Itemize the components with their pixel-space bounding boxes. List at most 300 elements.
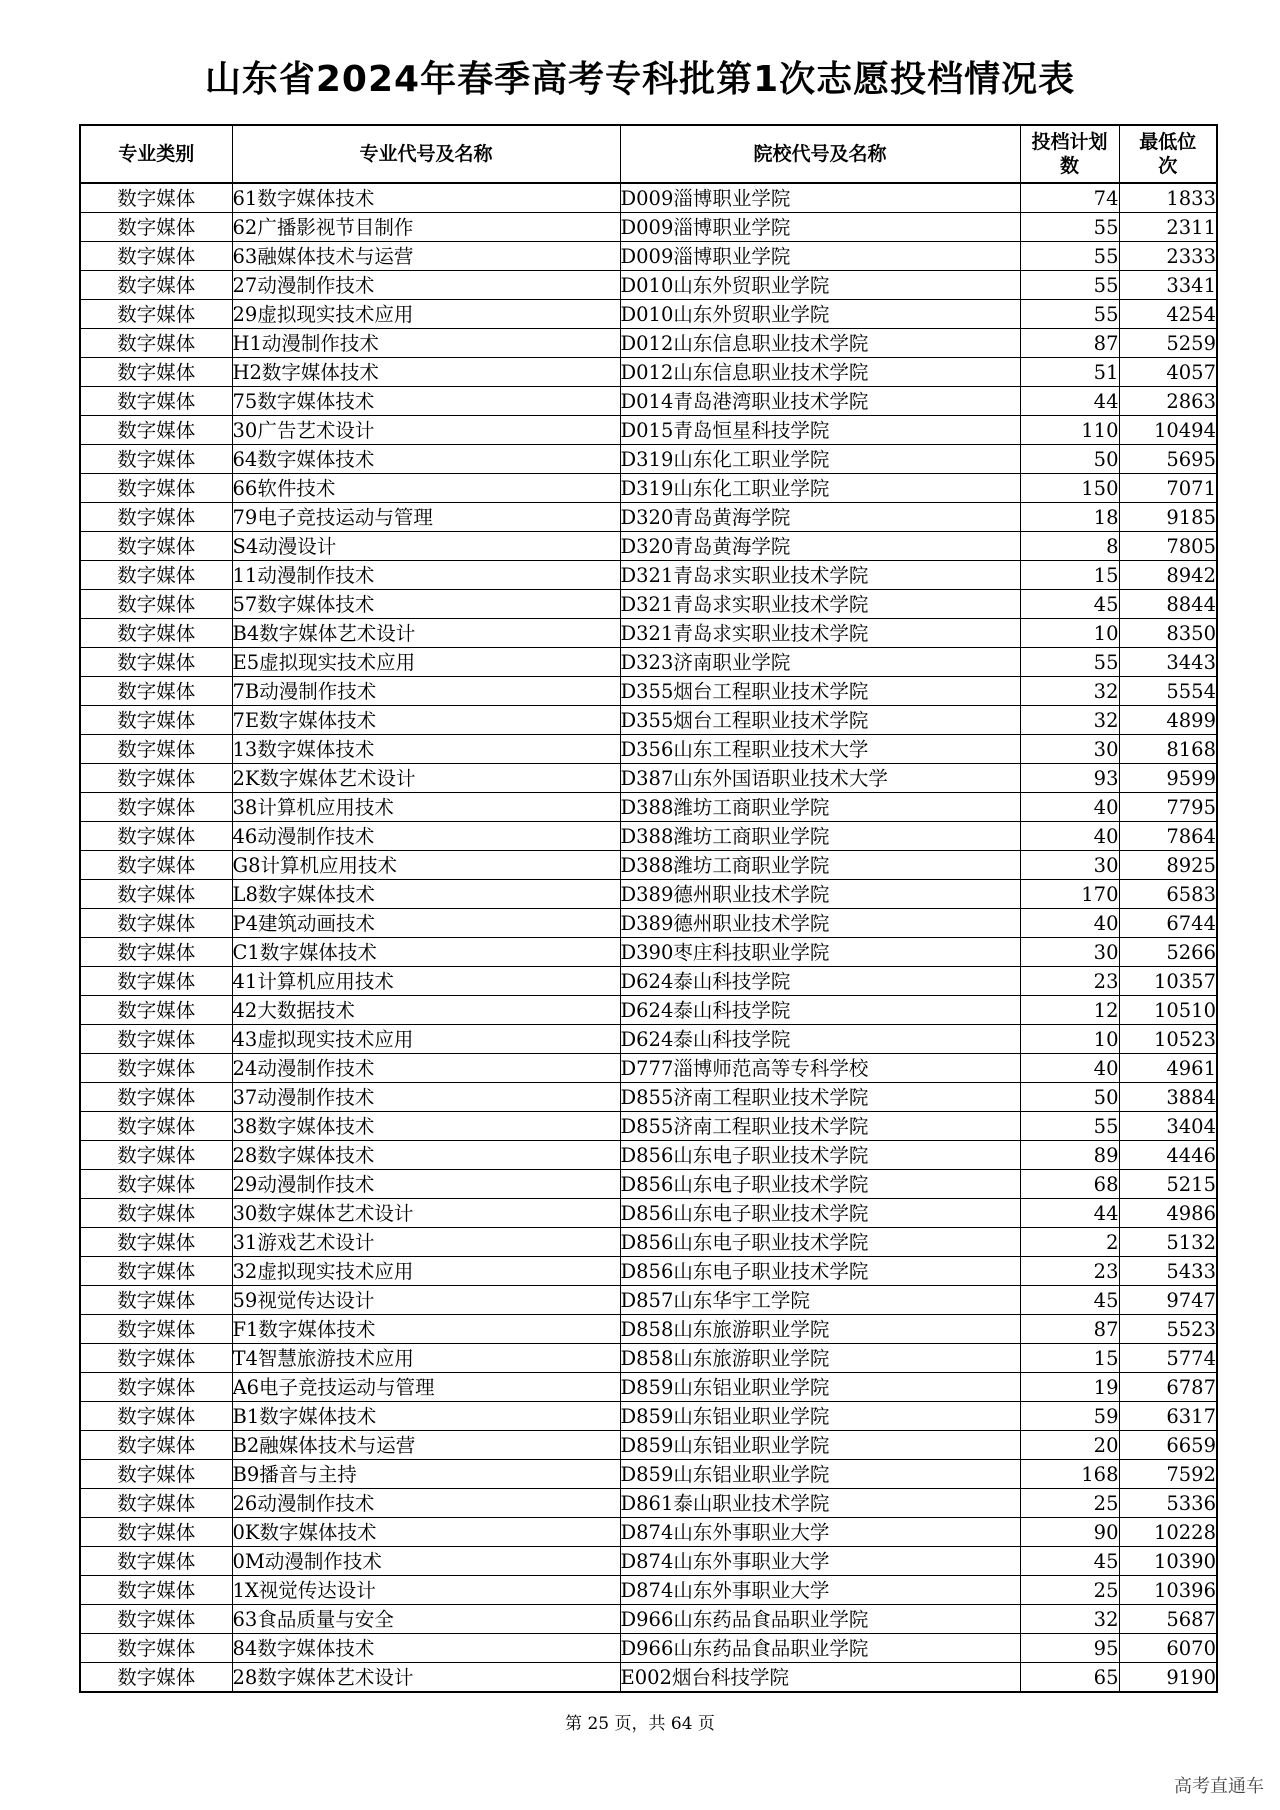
cell-school: D387山东外国语职业技术大学 — [620, 764, 1020, 793]
cell-major: B2融媒体技术与运营 — [232, 1431, 620, 1460]
cell-min-rank: 6317 — [1119, 1402, 1217, 1431]
table-row — [80, 1025, 1217, 1054]
cell-school: D855济南工程职业技术学院 — [620, 1083, 1020, 1112]
cell-min-rank: 5687 — [1119, 1605, 1217, 1634]
cell-major: F1数字媒体技术 — [232, 1315, 620, 1344]
table-row — [80, 445, 1217, 474]
cell-min-rank: 1833 — [1119, 183, 1217, 213]
cell-major: 63融媒体技术与运营 — [232, 242, 620, 271]
cell-major: H2数字媒体技术 — [232, 358, 620, 387]
cell-school: D966山东药品食品职业学院 — [620, 1605, 1020, 1634]
table-row — [80, 1141, 1217, 1170]
cell-major: 62广播影视节目制作 — [232, 213, 620, 242]
cell-category: 数字媒体 — [80, 648, 232, 677]
cell-min-rank: 7592 — [1119, 1460, 1217, 1489]
cell-category: 数字媒体 — [80, 1286, 232, 1315]
cell-category: 数字媒体 — [80, 1025, 232, 1054]
cell-plan-count: 45 — [1020, 1286, 1119, 1315]
cell-major: 59视觉传达设计 — [232, 1286, 620, 1315]
cell-major: 27动漫制作技术 — [232, 271, 620, 300]
cell-plan-count: 55 — [1020, 648, 1119, 677]
cell-school: D012山东信息职业技术学院 — [620, 329, 1020, 358]
cell-plan-count: 55 — [1020, 1112, 1119, 1141]
cell-major: 61数字媒体技术 — [232, 183, 620, 213]
cell-category: 数字媒体 — [80, 1634, 232, 1663]
table-row — [80, 967, 1217, 996]
cell-plan-count: 30 — [1020, 938, 1119, 967]
cell-category: 数字媒体 — [80, 996, 232, 1025]
cell-school: D856山东电子职业技术学院 — [620, 1170, 1020, 1199]
cell-category: 数字媒体 — [80, 445, 232, 474]
cell-min-rank: 10228 — [1119, 1518, 1217, 1547]
table-row — [80, 213, 1217, 242]
cell-plan-count: 89 — [1020, 1141, 1119, 1170]
cell-school: D009淄博职业学院 — [620, 242, 1020, 271]
cell-major: L8数字媒体技术 — [232, 880, 620, 909]
cell-category: 数字媒体 — [80, 271, 232, 300]
cell-category: 数字媒体 — [80, 474, 232, 503]
cell-school: D009淄博职业学院 — [620, 213, 1020, 242]
cell-major: 30数字媒体艺术设计 — [232, 1199, 620, 1228]
cell-plan-count: 168 — [1020, 1460, 1119, 1489]
cell-major: 7E数字媒体技术 — [232, 706, 620, 735]
table-row — [80, 1605, 1217, 1634]
cell-min-rank: 5695 — [1119, 445, 1217, 474]
cell-school: D323济南职业学院 — [620, 648, 1020, 677]
table-row — [80, 822, 1217, 851]
cell-category: 数字媒体 — [80, 1141, 232, 1170]
cell-category: 数字媒体 — [80, 242, 232, 271]
cell-min-rank: 2863 — [1119, 387, 1217, 416]
cell-school: D355烟台工程职业技术学院 — [620, 706, 1020, 735]
cell-plan-count: 55 — [1020, 271, 1119, 300]
cell-school: D856山东电子职业技术学院 — [620, 1199, 1020, 1228]
cell-plan-count: 2 — [1020, 1228, 1119, 1257]
cell-min-rank: 6583 — [1119, 880, 1217, 909]
cell-min-rank: 4961 — [1119, 1054, 1217, 1083]
cell-school: D858山东旅游职业学院 — [620, 1344, 1020, 1373]
cell-category: 数字媒体 — [80, 213, 232, 242]
cell-major: B9播音与主持 — [232, 1460, 620, 1489]
cell-plan-count: 25 — [1020, 1489, 1119, 1518]
table-row — [80, 996, 1217, 1025]
cell-category: 数字媒体 — [80, 735, 232, 764]
cell-category: 数字媒体 — [80, 387, 232, 416]
table-row — [80, 242, 1217, 271]
table-row — [80, 1170, 1217, 1199]
cell-major: 46动漫制作技术 — [232, 822, 620, 851]
table-row — [80, 938, 1217, 967]
table-row — [80, 851, 1217, 880]
cell-major: 0K数字媒体技术 — [232, 1518, 620, 1547]
cell-plan-count: 12 — [1020, 996, 1119, 1025]
cell-major: C1数字媒体技术 — [232, 938, 620, 967]
cell-school: D015青岛恒星科技学院 — [620, 416, 1020, 445]
cell-school: D624泰山科技学院 — [620, 996, 1020, 1025]
cell-school: D390枣庄科技职业学院 — [620, 938, 1020, 967]
cell-category: 数字媒体 — [80, 851, 232, 880]
cell-school: D857山东华宇工学院 — [620, 1286, 1020, 1315]
header-min-rank: 最低位次 — [1119, 125, 1217, 183]
table-body — [80, 183, 1217, 1692]
table-row — [80, 1547, 1217, 1576]
cell-school: D012山东信息职业技术学院 — [620, 358, 1020, 387]
cell-plan-count: 10 — [1020, 1025, 1119, 1054]
cell-plan-count: 51 — [1020, 358, 1119, 387]
cell-category: 数字媒体 — [80, 909, 232, 938]
cell-major: 41计算机应用技术 — [232, 967, 620, 996]
cell-school: D856山东电子职业技术学院 — [620, 1141, 1020, 1170]
cell-min-rank: 3443 — [1119, 648, 1217, 677]
table-row — [80, 619, 1217, 648]
cell-major: G8计算机应用技术 — [232, 851, 620, 880]
cell-major: 29虚拟现实技术应用 — [232, 300, 620, 329]
cell-major: 1X视觉传达设计 — [232, 1576, 620, 1605]
cell-major: T4智慧旅游技术应用 — [232, 1344, 620, 1373]
cell-school: D858山东旅游职业学院 — [620, 1315, 1020, 1344]
cell-major: 66软件技术 — [232, 474, 620, 503]
cell-plan-count: 32 — [1020, 1605, 1119, 1634]
table-row — [80, 561, 1217, 590]
cell-school: D356山东工程职业技术大学 — [620, 735, 1020, 764]
table-row — [80, 271, 1217, 300]
cell-plan-count: 32 — [1020, 677, 1119, 706]
table-row — [80, 532, 1217, 561]
cell-school: D388潍坊工商职业学院 — [620, 822, 1020, 851]
cell-major: 63食品质量与安全 — [232, 1605, 620, 1634]
cell-major: 38数字媒体技术 — [232, 1112, 620, 1141]
cell-category: 数字媒体 — [80, 1518, 232, 1547]
cell-category: 数字媒体 — [80, 1054, 232, 1083]
cell-major: B1数字媒体技术 — [232, 1402, 620, 1431]
cell-major: B4数字媒体艺术设计 — [232, 619, 620, 648]
cell-major: 29动漫制作技术 — [232, 1170, 620, 1199]
cell-min-rank: 10357 — [1119, 967, 1217, 996]
cell-school: D777淄博师范高等专科学校 — [620, 1054, 1020, 1083]
cell-plan-count: 19 — [1020, 1373, 1119, 1402]
cell-school: D388潍坊工商职业学院 — [620, 851, 1020, 880]
cell-school: D859山东铝业职业学院 — [620, 1373, 1020, 1402]
cell-plan-count: 40 — [1020, 1054, 1119, 1083]
cell-category: 数字媒体 — [80, 1402, 232, 1431]
cell-min-rank: 2333 — [1119, 242, 1217, 271]
page-title: 山东省2024年春季高考专科批第1次志愿投档情况表 — [204, 59, 1076, 100]
cell-plan-count: 45 — [1020, 1547, 1119, 1576]
table-row — [80, 1431, 1217, 1460]
cell-category: 数字媒体 — [80, 1663, 232, 1693]
cell-category: 数字媒体 — [80, 416, 232, 445]
table-row — [80, 1257, 1217, 1286]
cell-min-rank: 2311 — [1119, 213, 1217, 242]
cell-major: S4动漫设计 — [232, 532, 620, 561]
table-row — [80, 590, 1217, 619]
table-row — [80, 1228, 1217, 1257]
cell-category: 数字媒体 — [80, 300, 232, 329]
cell-school: D859山东铝业职业学院 — [620, 1460, 1020, 1489]
cell-plan-count: 45 — [1020, 590, 1119, 619]
cell-min-rank: 3341 — [1119, 271, 1217, 300]
cell-plan-count: 55 — [1020, 213, 1119, 242]
cell-min-rank: 5259 — [1119, 329, 1217, 358]
table-row — [80, 1576, 1217, 1605]
cell-min-rank: 5554 — [1119, 677, 1217, 706]
cell-major: 43虚拟现实技术应用 — [232, 1025, 620, 1054]
table-row — [80, 735, 1217, 764]
table-row — [80, 300, 1217, 329]
cell-plan-count: 170 — [1020, 880, 1119, 909]
cell-category: 数字媒体 — [80, 358, 232, 387]
table-row — [80, 764, 1217, 793]
cell-category: 数字媒体 — [80, 938, 232, 967]
cell-category: 数字媒体 — [80, 1576, 232, 1605]
cell-school: D861泰山职业技术学院 — [620, 1489, 1020, 1518]
cell-plan-count: 30 — [1020, 735, 1119, 764]
cell-school: D855济南工程职业技术学院 — [620, 1112, 1020, 1141]
cell-category: 数字媒体 — [80, 1199, 232, 1228]
cell-min-rank: 5433 — [1119, 1257, 1217, 1286]
cell-plan-count: 23 — [1020, 967, 1119, 996]
cell-plan-count: 23 — [1020, 1257, 1119, 1286]
cell-plan-count: 65 — [1020, 1663, 1119, 1693]
header-major: 专业代号及名称 — [232, 125, 620, 183]
cell-school: D321青岛求实职业技术学院 — [620, 590, 1020, 619]
cell-plan-count: 18 — [1020, 503, 1119, 532]
cell-major: H1动漫制作技术 — [232, 329, 620, 358]
header-category: 专业类别 — [80, 125, 232, 183]
cell-plan-count: 32 — [1020, 706, 1119, 735]
table-row — [80, 1663, 1217, 1693]
cell-school: D010山东外贸职业学院 — [620, 300, 1020, 329]
cell-category: 数字媒体 — [80, 1431, 232, 1460]
cell-category: 数字媒体 — [80, 1547, 232, 1576]
cell-category: 数字媒体 — [80, 1257, 232, 1286]
cell-min-rank: 8925 — [1119, 851, 1217, 880]
table-row — [80, 909, 1217, 938]
cell-min-rank: 10523 — [1119, 1025, 1217, 1054]
table-row — [80, 880, 1217, 909]
cell-min-rank: 4899 — [1119, 706, 1217, 735]
cell-school: D319山东化工职业学院 — [620, 445, 1020, 474]
cell-min-rank: 6070 — [1119, 1634, 1217, 1663]
table-row — [80, 648, 1217, 677]
cell-school: D624泰山科技学院 — [620, 1025, 1020, 1054]
table-row — [80, 1112, 1217, 1141]
cell-category: 数字媒体 — [80, 677, 232, 706]
cell-plan-count: 90 — [1020, 1518, 1119, 1547]
cell-school: D319山东化工职业学院 — [620, 474, 1020, 503]
cell-school: D355烟台工程职业技术学院 — [620, 677, 1020, 706]
cell-category: 数字媒体 — [80, 183, 232, 213]
cell-category: 数字媒体 — [80, 561, 232, 590]
cell-plan-count: 44 — [1020, 387, 1119, 416]
cell-plan-count: 68 — [1020, 1170, 1119, 1199]
cell-min-rank: 8844 — [1119, 590, 1217, 619]
cell-min-rank: 9747 — [1119, 1286, 1217, 1315]
cell-min-rank: 10390 — [1119, 1547, 1217, 1576]
table-row — [80, 1344, 1217, 1373]
table-row — [80, 183, 1217, 213]
cell-category: 数字媒体 — [80, 1605, 232, 1634]
cell-plan-count: 10 — [1020, 619, 1119, 648]
cell-major: 64数字媒体技术 — [232, 445, 620, 474]
cell-plan-count: 25 — [1020, 1576, 1119, 1605]
cell-school: D874山东外事职业大学 — [620, 1518, 1020, 1547]
cell-major: E5虚拟现实技术应用 — [232, 648, 620, 677]
cell-plan-count: 15 — [1020, 1344, 1119, 1373]
cell-min-rank: 3404 — [1119, 1112, 1217, 1141]
table-row — [80, 1489, 1217, 1518]
cell-min-rank: 4446 — [1119, 1141, 1217, 1170]
cell-major: 28数字媒体技术 — [232, 1141, 620, 1170]
cell-major: 57数字媒体技术 — [232, 590, 620, 619]
cell-min-rank: 5266 — [1119, 938, 1217, 967]
cell-plan-count: 93 — [1020, 764, 1119, 793]
cell-min-rank: 10510 — [1119, 996, 1217, 1025]
cell-min-rank: 6659 — [1119, 1431, 1217, 1460]
cell-major: 30广告艺术设计 — [232, 416, 620, 445]
cell-major: 11动漫制作技术 — [232, 561, 620, 590]
cell-category: 数字媒体 — [80, 1170, 232, 1199]
cell-category: 数字媒体 — [80, 764, 232, 793]
cell-category: 数字媒体 — [80, 1373, 232, 1402]
cell-major: P4建筑动画技术 — [232, 909, 620, 938]
cell-min-rank: 5336 — [1119, 1489, 1217, 1518]
cell-major: A6电子竞技运动与管理 — [232, 1373, 620, 1402]
cell-plan-count: 15 — [1020, 561, 1119, 590]
cell-school: D321青岛求实职业技术学院 — [620, 561, 1020, 590]
table-row — [80, 474, 1217, 503]
watermark: 高考直通车 — [1174, 1776, 1264, 1797]
cell-category: 数字媒体 — [80, 967, 232, 996]
table-row — [80, 358, 1217, 387]
cell-plan-count: 40 — [1020, 793, 1119, 822]
table-row — [80, 1518, 1217, 1547]
cell-plan-count: 150 — [1020, 474, 1119, 503]
cell-plan-count: 40 — [1020, 909, 1119, 938]
cell-plan-count: 20 — [1020, 1431, 1119, 1460]
cell-category: 数字媒体 — [80, 1315, 232, 1344]
cell-major: 0M动漫制作技术 — [232, 1547, 620, 1576]
cell-min-rank: 10494 — [1119, 416, 1217, 445]
cell-min-rank: 5215 — [1119, 1170, 1217, 1199]
cell-min-rank: 8168 — [1119, 735, 1217, 764]
table-row — [80, 1402, 1217, 1431]
cell-min-rank: 7071 — [1119, 474, 1217, 503]
cell-school: D624泰山科技学院 — [620, 967, 1020, 996]
cell-min-rank: 9190 — [1119, 1663, 1217, 1693]
cell-school: D856山东电子职业技术学院 — [620, 1257, 1020, 1286]
cell-min-rank: 7795 — [1119, 793, 1217, 822]
cell-major: 42大数据技术 — [232, 996, 620, 1025]
cell-min-rank: 5132 — [1119, 1228, 1217, 1257]
header-school: 院校代号及名称 — [620, 125, 1020, 183]
cell-min-rank: 6787 — [1119, 1373, 1217, 1402]
cell-school: D010山东外贸职业学院 — [620, 271, 1020, 300]
table-row — [80, 1054, 1217, 1083]
cell-min-rank: 4057 — [1119, 358, 1217, 387]
cell-category: 数字媒体 — [80, 532, 232, 561]
cell-min-rank: 7864 — [1119, 822, 1217, 851]
table-row — [80, 1460, 1217, 1489]
table-row — [80, 1315, 1217, 1344]
cell-plan-count: 8 — [1020, 532, 1119, 561]
table-row — [80, 706, 1217, 735]
table-row — [80, 1199, 1217, 1228]
cell-category: 数字媒体 — [80, 619, 232, 648]
cell-min-rank: 5523 — [1119, 1315, 1217, 1344]
cell-major: 79电子竞技运动与管理 — [232, 503, 620, 532]
cell-school: D856山东电子职业技术学院 — [620, 1228, 1020, 1257]
page-footer: 第 25 页，共 64 页 — [565, 1714, 715, 1734]
cell-category: 数字媒体 — [80, 880, 232, 909]
cell-major: 31游戏艺术设计 — [232, 1228, 620, 1257]
cell-school: D859山东铝业职业学院 — [620, 1402, 1020, 1431]
cell-category: 数字媒体 — [80, 590, 232, 619]
cell-major: 38计算机应用技术 — [232, 793, 620, 822]
table-row — [80, 1286, 1217, 1315]
cell-school: D966山东药品食品职业学院 — [620, 1634, 1020, 1663]
cell-school: D389德州职业技术学院 — [620, 880, 1020, 909]
table-row — [80, 677, 1217, 706]
table-row — [80, 793, 1217, 822]
cell-min-rank: 6744 — [1119, 909, 1217, 938]
cell-category: 数字媒体 — [80, 1489, 232, 1518]
cell-plan-count: 30 — [1020, 851, 1119, 880]
cell-min-rank: 7805 — [1119, 532, 1217, 561]
table-row — [80, 1634, 1217, 1663]
cell-min-rank: 10396 — [1119, 1576, 1217, 1605]
cell-min-rank: 9185 — [1119, 503, 1217, 532]
cell-school: D009淄博职业学院 — [620, 183, 1020, 213]
table-row — [80, 329, 1217, 358]
cell-min-rank: 8942 — [1119, 561, 1217, 590]
cell-category: 数字媒体 — [80, 1083, 232, 1112]
cell-category: 数字媒体 — [80, 1228, 232, 1257]
cell-category: 数字媒体 — [80, 1344, 232, 1373]
admission-table — [79, 124, 1218, 1693]
cell-major: 7B动漫制作技术 — [232, 677, 620, 706]
table-row — [80, 387, 1217, 416]
cell-min-rank: 8350 — [1119, 619, 1217, 648]
cell-school: D014青岛港湾职业技术学院 — [620, 387, 1020, 416]
cell-major: 28数字媒体艺术设计 — [232, 1663, 620, 1693]
cell-major: 75数字媒体技术 — [232, 387, 620, 416]
cell-category: 数字媒体 — [80, 329, 232, 358]
cell-plan-count: 55 — [1020, 300, 1119, 329]
cell-category: 数字媒体 — [80, 1460, 232, 1489]
cell-min-rank: 3884 — [1119, 1083, 1217, 1112]
cell-plan-count: 110 — [1020, 416, 1119, 445]
cell-plan-count: 74 — [1020, 183, 1119, 213]
cell-major: 37动漫制作技术 — [232, 1083, 620, 1112]
cell-major: 84数字媒体技术 — [232, 1634, 620, 1663]
cell-plan-count: 44 — [1020, 1199, 1119, 1228]
header-plan-count: 投档计划数 — [1020, 125, 1119, 183]
table-row — [80, 1373, 1217, 1402]
cell-min-rank: 4254 — [1119, 300, 1217, 329]
cell-school: D389德州职业技术学院 — [620, 909, 1020, 938]
cell-plan-count: 59 — [1020, 1402, 1119, 1431]
table-row — [80, 416, 1217, 445]
cell-plan-count: 40 — [1020, 822, 1119, 851]
cell-category: 数字媒体 — [80, 1112, 232, 1141]
cell-major: 26动漫制作技术 — [232, 1489, 620, 1518]
cell-category: 数字媒体 — [80, 793, 232, 822]
cell-plan-count: 55 — [1020, 242, 1119, 271]
cell-school: D874山东外事职业大学 — [620, 1547, 1020, 1576]
cell-school: D320青岛黄海学院 — [620, 503, 1020, 532]
table-row — [80, 503, 1217, 532]
